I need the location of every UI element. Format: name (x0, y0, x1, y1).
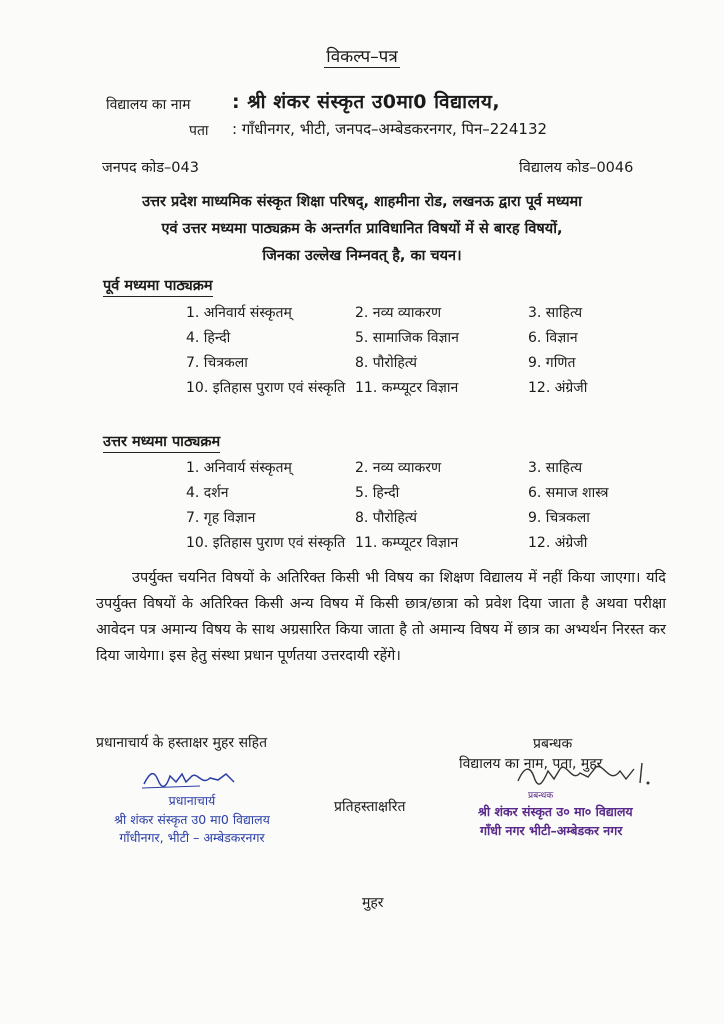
address-label: पता (189, 123, 209, 139)
countersigned-label: प्रतिहस्ताक्षरित (334, 799, 406, 815)
uttar-subject-12: 12. अंग्रेजी (528, 535, 588, 551)
uttar-subject-6: 6. समाज शास्त्र (528, 485, 609, 501)
purva-subject-7: 7. चित्रकला (186, 355, 248, 371)
manager-label: प्रबन्धक (533, 736, 573, 752)
purva-madhyama-heading: पूर्व मध्यमा पाठ्यक्रम (103, 275, 213, 297)
school-name: : श्री शंकर संस्कृत उ0मा0 विद्यालय, (232, 91, 501, 113)
uttar-subject-4: 4. दर्शन (186, 485, 229, 501)
document-title: विकल्प–पत्र (326, 47, 398, 67)
uttar-subject-10: 10. इतिहास पुराण एवं संस्कृति (186, 535, 346, 551)
uttar-subject-2: 2. नव्य व्याकरण (355, 460, 442, 476)
uttar-subject-8: 8. पौरोहित्यं (355, 510, 417, 526)
principal-signature-scribble (140, 766, 240, 792)
uttar-subject-3: 3. साहित्य (528, 460, 583, 476)
manager-signature-scribble (508, 757, 658, 791)
manager-stamp-address: गाँधी नगर भीटी–अम्बेडकर नगर (480, 823, 623, 838)
school-name-label: विद्यालय का नाम (106, 97, 191, 113)
uttar-subject-9: 9. चित्रकला (528, 510, 590, 526)
purva-subject-9: 9. गणित (528, 355, 576, 371)
purva-subject-8: 8. पौरोहित्यं (355, 355, 417, 371)
purva-subject-10: 10. इतिहास पुराण एवं संस्कृति (186, 380, 346, 396)
uttar-madhyama-heading: उत्तर मध्यमा पाठ्यक्रम (103, 431, 220, 453)
purva-subject-5: 5. सामाजिक विज्ञान (355, 330, 459, 346)
address-value: : गाँधीनगर, भीटी, जनपद–अम्बेडकरनगर, पिन–224132 (232, 120, 548, 138)
principal-signature-label: प्रधानाचार्य के हस्ताक्षर मुहर सहित (96, 735, 268, 751)
school-code: विद्यालय कोड–0046 (519, 160, 634, 176)
principal-stamp-address: गाँधीनगर, भीटी – अम्बेडकरनगर (119, 830, 265, 845)
principal-stamp-title: प्रधानाचार्य (168, 793, 216, 808)
purva-subject-11: 11. कम्प्यूटर विज्ञान (355, 380, 459, 396)
uttar-subject-7: 7. गृह विज्ञान (186, 510, 256, 526)
manager-stamp-small: प्रबन्धक (528, 791, 554, 801)
manager-sub-label: विद्यालय का नाम, पता, मुहर (459, 756, 603, 772)
district-code: जनपद कोड–043 (102, 160, 199, 176)
uttar-subject-5: 5. हिन्दी (355, 485, 400, 501)
seal-label: मुहर (362, 895, 384, 911)
uttar-subject-1: 1. अनिवार्य संस्कृतम् (186, 460, 292, 476)
intro-line-2: एवं उत्तर मध्यमा पाठ्यक्रम के अन्तर्गत प्राविधानित विषयों में से बारह विषयों, (161, 221, 563, 237)
principal-stamp-school: श्री शंकर संस्कृत उ0 मा0 विद्यालय (114, 812, 270, 827)
declaration-paragraph: उपर्युक्त चयनित विषयों के अतिरिक्त किसी भी विषय का शिक्षण विद्यालय में नहीं किया जाएगा। यदि उपर्युक्त विषयों के अतिरिक्त किसी अन्य विषय में किसी छात्र/छात्रा को प्रवेश दिया जाता है अथवा परीक्षा आवेदन पत्र अमान्य विषय के साथ अग्रसारित किया जाता है तो अमान्य विषय में छात्र का अभ्यर्थन निरस्त कर दिया जायेगा। इस हेतु संस्था प्रधान पूर्णतया उत्तरदायी रहेंगे। (96, 570, 666, 664)
intro-line-3: जिनका उल्लेख निम्नवत् है, का चयन। (262, 248, 462, 264)
purva-subject-1: 1. अनिवार्य संस्कृतम् (186, 305, 292, 321)
purva-subject-2: 2. नव्य व्याकरण (355, 305, 442, 321)
intro-line-1: उत्तर प्रदेश माध्यमिक संस्कृत शिक्षा परिषद्, शाहमीना रोड, लखनऊ द्वारा पूर्व मध्यमा (142, 194, 582, 210)
uttar-subject-11: 11. कम्प्यूटर विज्ञान (355, 535, 459, 551)
purva-subject-12: 12. अंग्रेजी (528, 380, 588, 396)
manager-stamp-school: श्री शंकर संस्कृत उ० मा० विद्यालय (478, 804, 633, 819)
purva-subject-3: 3. साहित्य (528, 305, 583, 321)
purva-subject-6: 6. विज्ञान (528, 330, 578, 346)
purva-subject-4: 4. हिन्दी (186, 330, 231, 346)
